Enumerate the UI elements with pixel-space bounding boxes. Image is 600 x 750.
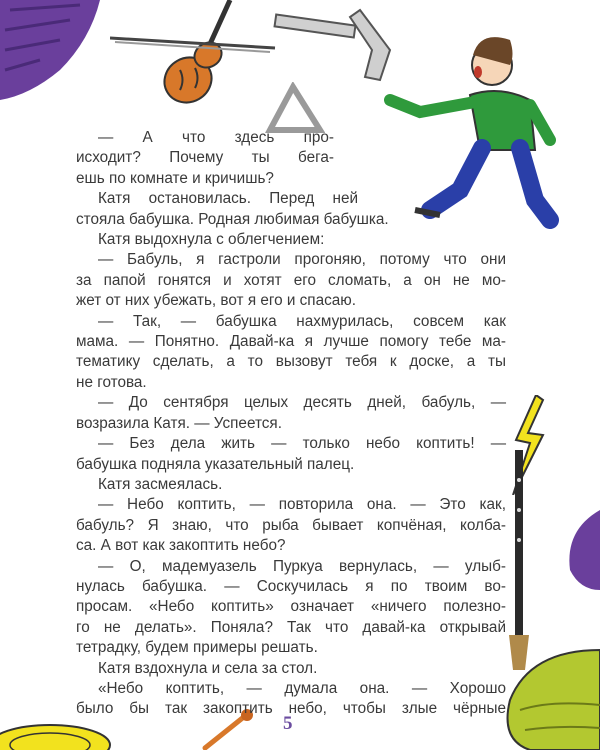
text-line: возразила Катя. — Успеется. — [76, 414, 282, 432]
text-line: — Бабуль, я гастроли прогоняю, потому что они — [98, 251, 506, 269]
purple-blob-icon — [555, 510, 600, 590]
text-line: бабушка подняла указательный палец. — [76, 455, 355, 473]
page-number: 5 — [283, 713, 293, 734]
text-line: просам. «Небо коптить» означает «ничего полезно- — [76, 598, 506, 616]
text-line: жет от них убежать, вот я его и спасаю. — [76, 292, 356, 310]
text-line: бабуль? Я знаю, что рыба бывает копчёная, колба- — [76, 516, 506, 534]
text-line: было бы так закоптить небо, чтобы злые чёрные — [76, 700, 506, 718]
text-line: Катя выдохнула с облегчением: — [98, 231, 325, 249]
text-line: ешь по комнате и кричишь? — [76, 169, 274, 187]
text-line: тетрадку, будем примеры решать. — [76, 639, 318, 657]
text-line: — Небо коптить, — повторила она. — Это как, — [98, 496, 506, 514]
clarinet-icon — [505, 450, 535, 670]
purple-blob-icon — [0, 0, 110, 110]
text-line: го не делать». Поняла? Так что давай-ка открывай — [76, 618, 506, 636]
text-line: са. А вот как закоптить небо? — [76, 537, 286, 555]
text-line: Катя остановилась. Перед ней — [98, 190, 358, 208]
text-line: «Небо коптить, — думала она. — Хорошо — [98, 679, 506, 697]
text-line: — Так, — бабушка нахмурилась, совсем как — [98, 312, 506, 330]
text-line: исходит? Почему ты бега- — [76, 149, 334, 167]
text-line: за папой гонятся и хотят его сломать, а он не мо- — [76, 271, 506, 289]
text-line: Катя засмеялась. — [98, 475, 223, 493]
text-line: — До сентября целых десять дней, бабуль, — — [98, 394, 506, 412]
text-line: — Без дела жить — только небо коптить! — — [98, 435, 506, 453]
text-line: мама. — Понятно. Давай-ка я лучше помогу тебе ма- — [76, 333, 506, 351]
text-line: нулась бабушка. — Соскучилась я по твоим во- — [76, 577, 506, 595]
bow-icon — [110, 30, 280, 60]
text-line: стояла бабушка. Родная любимая бабушка. — [76, 210, 389, 228]
text-line: тематику сделать, а то вызовут тебя к доске, а ты — [76, 353, 506, 371]
body-text — [76, 128, 506, 720]
text-line: Катя вздохнула и села за стол. — [98, 659, 318, 677]
text-line: — А что здесь про- — [98, 129, 334, 146]
text-line: не готова. — [76, 373, 147, 391]
text-line: — О, мадемуазель Пуркуа вернулась, — улыб- — [98, 557, 506, 575]
